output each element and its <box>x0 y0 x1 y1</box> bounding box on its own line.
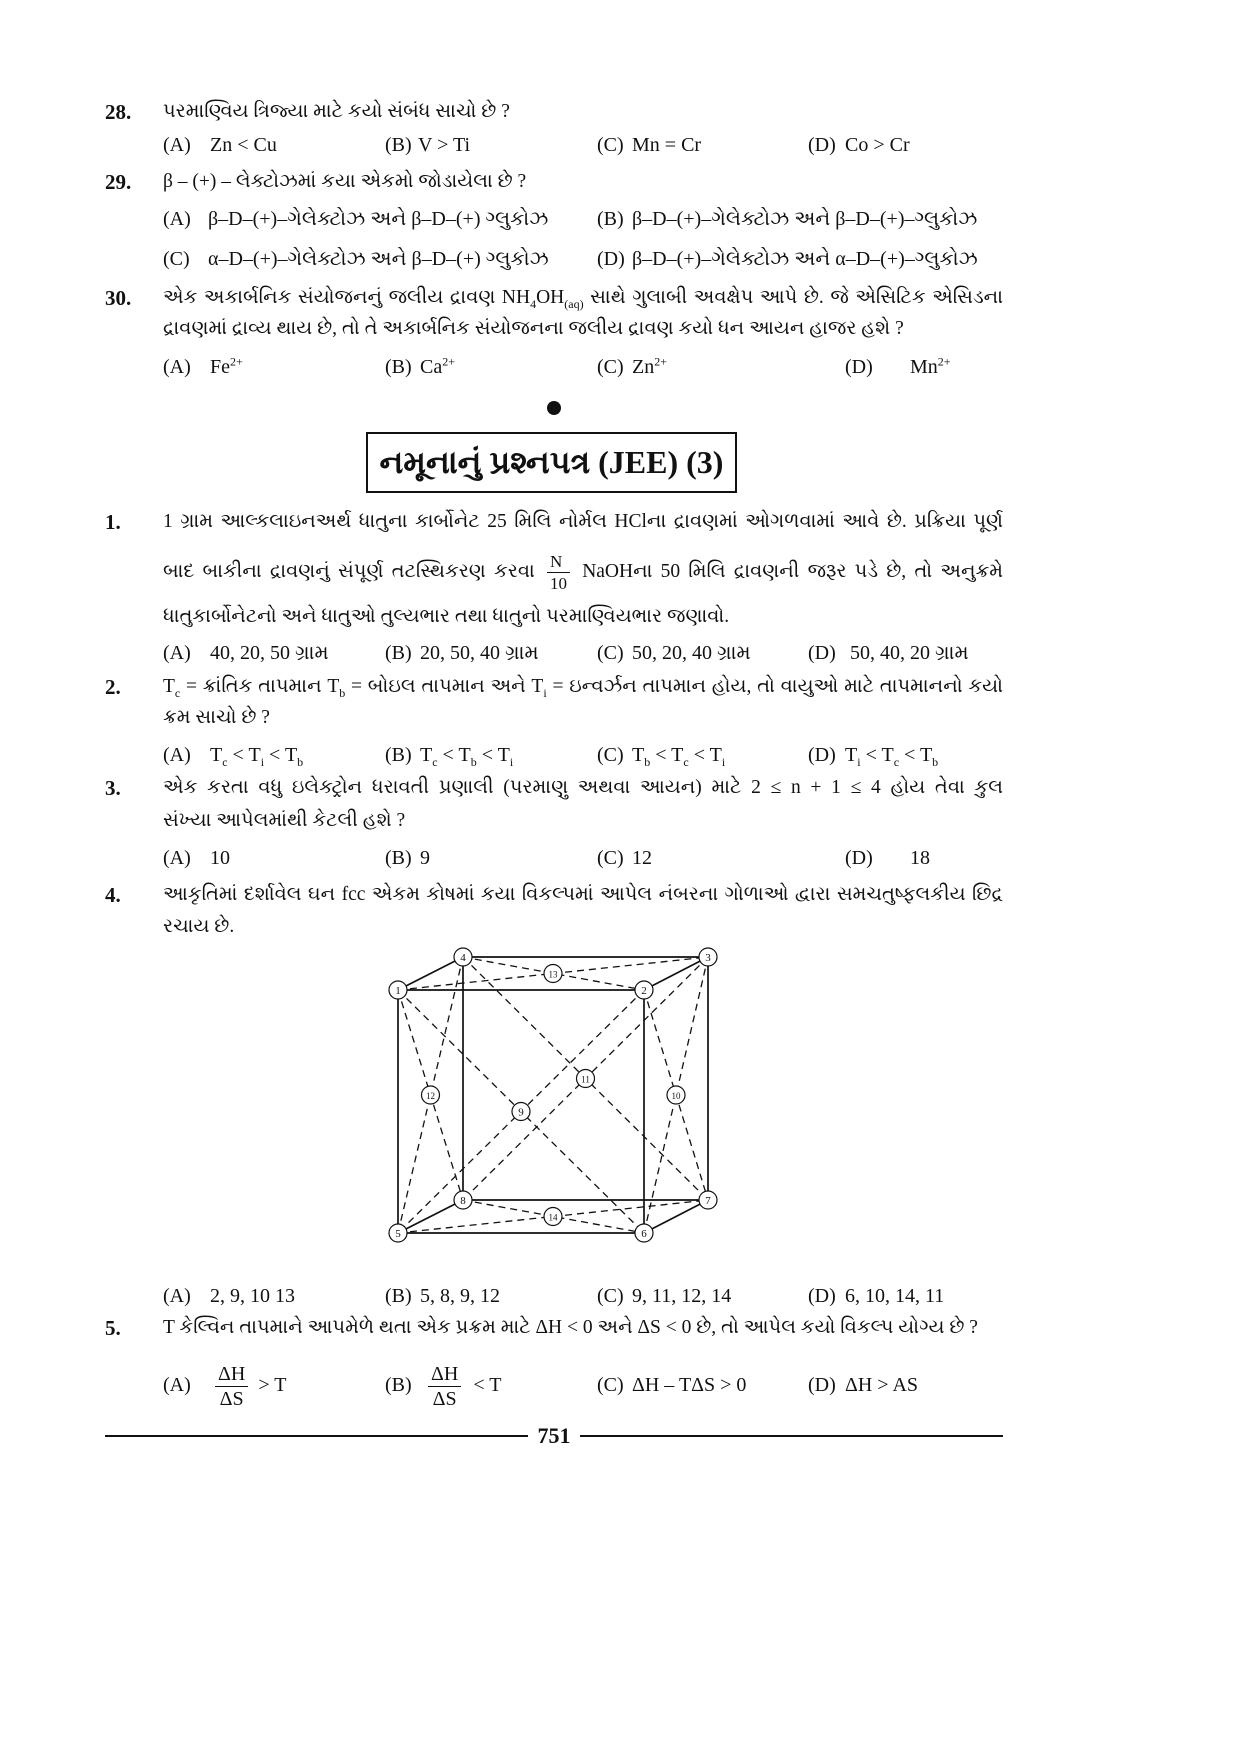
footer-rule-left <box>105 1435 528 1437</box>
fraction <box>547 551 570 594</box>
text-segment: બાદ બાકીના દ્રાવણનું સંપૂર્ણ તટસ્થિકરણ કરવા <box>163 561 535 582</box>
option-d <box>808 130 910 160</box>
option-label: (B) <box>385 642 412 664</box>
option-label: (C) <box>597 642 624 664</box>
fcc-unit-cell-figure <box>380 940 725 1245</box>
sphere-7 <box>699 1191 717 1209</box>
option-b <box>385 843 430 873</box>
fraction-numerator: ΔH <box>215 1362 248 1387</box>
option-label: (C) <box>597 1374 624 1396</box>
sphere-number-label: 7 <box>705 1194 711 1207</box>
subscript: 4 <box>530 296 537 311</box>
question-text: β – (+) – લેક્ટોઝમાં કયા એકમો જોડાયેલા છે ? <box>163 171 527 192</box>
fraction-numerator: N <box>547 551 570 573</box>
option-text: 12 <box>632 847 652 869</box>
option-label: (B) <box>385 1285 412 1307</box>
sphere-8 <box>454 1191 472 1209</box>
subscript: c <box>174 685 181 700</box>
text-segment: એક અકાર્બનિક સંયોજનનું જલીય દ્રાવણ NH <box>163 287 531 308</box>
text-segment: < T <box>860 744 894 766</box>
sphere-number-label: 4 <box>460 951 466 964</box>
cube-edge-5-8 <box>398 1200 463 1233</box>
ion-symbol: Zn <box>632 356 655 378</box>
question-text-line <box>163 672 1003 702</box>
option-text: 5, 8, 9, 12 <box>420 1285 500 1307</box>
option-b <box>385 130 470 160</box>
option-c <box>597 1281 731 1311</box>
option-label: (D) <box>808 744 836 766</box>
option-label: (C) <box>597 847 624 869</box>
option-a <box>163 740 303 770</box>
option-text: 9, 11, 12, 14 <box>632 1285 732 1307</box>
text-segment: = ઇન્વર્ઝન તાપમાન હોય, તો વાયુઓ માટે તાપમાનનો કયો <box>546 676 1003 697</box>
option-label: (A) <box>163 1285 191 1307</box>
text-segment: T <box>632 744 645 766</box>
option-a <box>163 204 548 234</box>
sphere-13 <box>544 965 562 983</box>
option-text: 6, 10, 14, 11 <box>845 1285 945 1307</box>
option-c <box>597 352 667 382</box>
option-text: 2, 9, 10 13 <box>210 1285 295 1307</box>
question-number: 2. <box>105 675 121 699</box>
text-segment: < T <box>264 744 298 766</box>
option-text: 40, 20, 50 ગ્રામ <box>210 642 329 664</box>
sphere-11 <box>577 1070 595 1088</box>
question-text-line <box>163 283 1003 313</box>
subscript: b <box>932 755 939 769</box>
subscript: c <box>222 755 228 769</box>
text-segment: સાથે ગુલાબી અવક્ષેપ આપે છે. જે એસિટિક એસિડના <box>590 287 1003 308</box>
option-a <box>163 352 243 382</box>
sphere-3 <box>699 948 717 966</box>
sphere-number-label: 6 <box>641 1227 647 1240</box>
sphere-6 <box>635 1224 653 1242</box>
question-number: 30. <box>105 286 132 310</box>
question-number: 28. <box>105 100 132 124</box>
option-label: (C) <box>597 356 624 378</box>
option-text: β–D–(+)–ગેલેક્ટોઝ અને β–D–(+)–ગ્લુકોઝ <box>632 208 978 230</box>
sphere-10 <box>667 1086 685 1104</box>
sphere-14 <box>544 1208 562 1226</box>
option-b <box>385 352 455 382</box>
sphere-number-label: 1 <box>395 984 401 997</box>
subscript: i <box>543 685 547 700</box>
option-c <box>163 244 549 274</box>
option-label: (C) <box>597 744 624 766</box>
question-number: 29. <box>105 170 132 194</box>
fraction-denominator: 10 <box>549 574 567 594</box>
sphere-12 <box>422 1086 440 1104</box>
option-c <box>597 130 701 160</box>
sphere-number-label: 11 <box>581 1074 590 1085</box>
sphere-number-label: 3 <box>705 951 711 964</box>
option-text: β–D–(+)–ગેલેક્ટોઝ અને α–D–(+)–ગ્લુકોઝ <box>632 248 978 270</box>
option-label: (B) <box>597 208 624 230</box>
option-text: < T <box>473 1374 502 1396</box>
text-segment: < T <box>650 744 684 766</box>
ion-charge: 2+ <box>442 354 455 369</box>
option-text: 50, 40, 20 ગ્રામ <box>850 642 969 664</box>
question-text: પરમાણ્વિય ત્રિજ્યા માટે કયો સંબંધ સાચો છે ? <box>163 101 510 122</box>
sphere-2 <box>635 981 653 999</box>
option-d <box>808 638 969 668</box>
question-text: T કેલ્વિન તાપમાને આપમેળે થતા એક પ્રક્રમ માટે ΔH < 0 અને ΔS < 0 છે, તો આપેલ કયો વિકલ્પ યોગ્ય છે ? <box>163 1317 978 1338</box>
sphere-number-label: 10 <box>671 1090 681 1101</box>
fraction-denominator: ΔS <box>219 1387 244 1410</box>
ion-charge: 2+ <box>230 354 243 369</box>
ion-symbol: Ca <box>420 356 443 378</box>
text-segment: < T <box>227 744 261 766</box>
option-b <box>385 1359 501 1411</box>
sphere-1 <box>389 981 407 999</box>
option-label: (A) <box>163 356 191 378</box>
text-segment: = ક્રાંતિક તાપમાન T <box>180 676 340 697</box>
question-text-line: સંખ્યા આપેલમાંથી કેટલી હશે ? <box>163 810 406 831</box>
option-label: (D) <box>845 356 873 378</box>
option-label: (C) <box>597 134 624 156</box>
option-label: (A) <box>163 1374 191 1396</box>
question-text-line: ક્રમ સાચો છે ? <box>163 707 270 728</box>
fraction <box>428 1362 461 1411</box>
fraction-denominator: ΔS <box>432 1387 457 1410</box>
option-text: ΔH > AS <box>845 1374 919 1396</box>
option-a <box>163 843 230 873</box>
option-c <box>597 740 725 770</box>
option-text: Co > Cr <box>845 134 910 156</box>
option-text: 20, 50, 40 ગ્રામ <box>420 642 539 664</box>
option-text: 50, 20, 40 ગ્રામ <box>632 642 751 664</box>
option-label: (D) <box>808 1374 836 1396</box>
page-number: 751 <box>537 1423 571 1448</box>
sphere-number-label: 12 <box>426 1090 435 1101</box>
option-a <box>163 638 329 668</box>
sphere-number-label: 2 <box>641 984 647 997</box>
option-label: (C) <box>597 1285 624 1307</box>
ion-charge: 2+ <box>937 354 951 369</box>
option-a <box>163 1359 286 1411</box>
subscript: i <box>721 755 726 769</box>
option-label: (A) <box>163 208 191 230</box>
question-text-line: આકૃતિમાં દર્શાવેલ ઘન fcc એકમ કોષમાં કયા વિકલ્પમાં આપેલ નંબરના ગોળાઓ દ્વારા સમચતુષ્ફલકીય છિદ્ર <box>163 884 1003 905</box>
text-segment: < T <box>437 744 471 766</box>
option-b <box>597 204 977 234</box>
sphere-9 <box>512 1103 530 1121</box>
option-text: Mn = Cr <box>632 134 702 156</box>
option-label: (D) <box>597 248 625 270</box>
ion-symbol: Fe <box>210 356 230 378</box>
question-text-line <box>163 547 1003 597</box>
footer-rule-right <box>580 1435 1003 1437</box>
cube-edge-1-4 <box>398 957 463 990</box>
option-c <box>597 638 751 668</box>
option-label: (D) <box>845 847 873 869</box>
sphere-5 <box>389 1224 407 1242</box>
subscript: c <box>683 755 689 769</box>
option-b <box>385 638 539 668</box>
option-d <box>808 1359 918 1411</box>
option-d <box>845 352 951 382</box>
option-label: (A) <box>163 642 191 664</box>
text-segment: < T <box>899 744 933 766</box>
option-a <box>163 1281 295 1311</box>
option-label: (B) <box>385 744 412 766</box>
subscript: b <box>297 755 304 769</box>
option-label: (D) <box>808 642 836 664</box>
question-text-line: રચાય છે. <box>163 916 235 937</box>
question-number: 4. <box>105 883 121 907</box>
fraction-numerator: ΔH <box>428 1362 461 1387</box>
text-segment: T <box>163 676 175 697</box>
option-label: (B) <box>385 356 412 378</box>
option-label: (B) <box>385 134 412 156</box>
option-label: (B) <box>385 1374 412 1396</box>
subscript: c <box>893 755 900 769</box>
sphere-number-label: 13 <box>548 969 558 980</box>
text-segment: < T <box>476 744 510 766</box>
ion-charge: 2+ <box>654 354 667 369</box>
option-text: V > Ti <box>418 134 471 156</box>
option-a <box>163 130 277 160</box>
text-segment: = બોઇલ તાપમાન અને T <box>345 676 544 697</box>
sphere-number-label: 5 <box>395 1227 401 1240</box>
cube-edge-6-7 <box>644 1200 708 1233</box>
subscript: i <box>260 755 265 769</box>
subscript: c <box>432 755 438 769</box>
option-label: (D) <box>808 1285 836 1307</box>
section-separator-dot <box>547 401 561 415</box>
subscript: i <box>509 755 514 769</box>
text-segment: NaOHના 50 મિલિ દ્રાવણની જરૂર પડે છે, તો અનુક્રમે <box>582 561 1003 582</box>
question-text-line: 1 ગ્રામ આલ્કલાઇનઅર્થ ધાતુના કાર્બોનેટ 25 મિલિ નોર્મલ HClના દ્રાવણમાં ઓગળવામાં આવે છે. પ્રક્રિયા પૂર્ણ <box>163 511 1003 532</box>
option-label: (A) <box>163 847 191 869</box>
subscript: i <box>857 755 861 769</box>
option-c <box>597 1359 746 1411</box>
option-text: β–D–(+)–ગેલેક્ટોઝ અને β–D–(+) ગ્લુકોઝ <box>208 208 549 230</box>
question-number: 3. <box>105 776 121 800</box>
text-segment: < T <box>688 744 722 766</box>
sphere-number-label: 9 <box>518 1106 524 1119</box>
option-c <box>597 843 652 873</box>
option-label: (B) <box>385 847 412 869</box>
text-segment: T <box>420 744 433 766</box>
sphere-4 <box>454 948 472 966</box>
option-label: (C) <box>163 248 190 270</box>
option-text: α–D–(+)–ગેલેક્ટોઝ અને β–D–(+) ગ્લુકોઝ <box>208 248 549 270</box>
option-text: 9 <box>420 847 430 869</box>
option-text: 18 <box>910 847 930 869</box>
option-text: ΔH – TΔS > 0 <box>632 1374 747 1396</box>
ion-symbol: Mn <box>910 356 938 378</box>
subscript: b <box>644 755 651 769</box>
cube-edge-2-3 <box>644 957 708 990</box>
subscript: b <box>470 755 477 769</box>
subscript: b <box>339 685 346 700</box>
option-b <box>385 740 513 770</box>
text-segment: T <box>845 744 858 766</box>
option-text: > T <box>258 1374 287 1396</box>
option-label: (A) <box>163 134 191 156</box>
option-b <box>385 1281 500 1311</box>
option-label: (A) <box>163 744 191 766</box>
option-d <box>597 244 978 274</box>
question-number: 1. <box>105 510 121 534</box>
section-title: નમૂનાનું પ્રશ્નપત્ર (JEE) (3) <box>366 432 737 493</box>
option-label: (D) <box>808 134 836 156</box>
text-segment: T <box>210 744 223 766</box>
sphere-number-label: 8 <box>460 1194 466 1207</box>
sphere-number-label: 14 <box>548 1212 558 1223</box>
question-text-line: દ્રાવણમાં દ્રાવ્ય થાય છે, તો તે અકાર્બનિક સંયોજનના જલીય દ્રાવણ કયો ધન આયન હાજર હશે ? <box>163 318 904 339</box>
question-text-line: ધાતુકાર્બોનેટનો અને ધાતુઓ તુલ્યભાર તથા ધાતુનો પરમાણ્વિયભાર જણાવો. <box>163 606 730 627</box>
question-number: 5. <box>105 1316 121 1340</box>
question-text-line: એક કરતા વધુ ઇલેક્ટ્રોન ધરાવતી પ્રણાલી (પરમાણુ અથવા આયન) માટે 2 ≤ n + 1 ≤ 4 હોય તેવા કુલ <box>163 777 1003 798</box>
option-text: Zn < Cu <box>210 134 277 156</box>
fraction <box>215 1362 248 1411</box>
text-segment: OH <box>536 287 565 308</box>
subscript: (aq) <box>564 296 584 311</box>
option-text: 10 <box>210 847 230 869</box>
option-d <box>808 1281 944 1311</box>
option-d <box>808 740 938 770</box>
option-d <box>845 843 930 873</box>
